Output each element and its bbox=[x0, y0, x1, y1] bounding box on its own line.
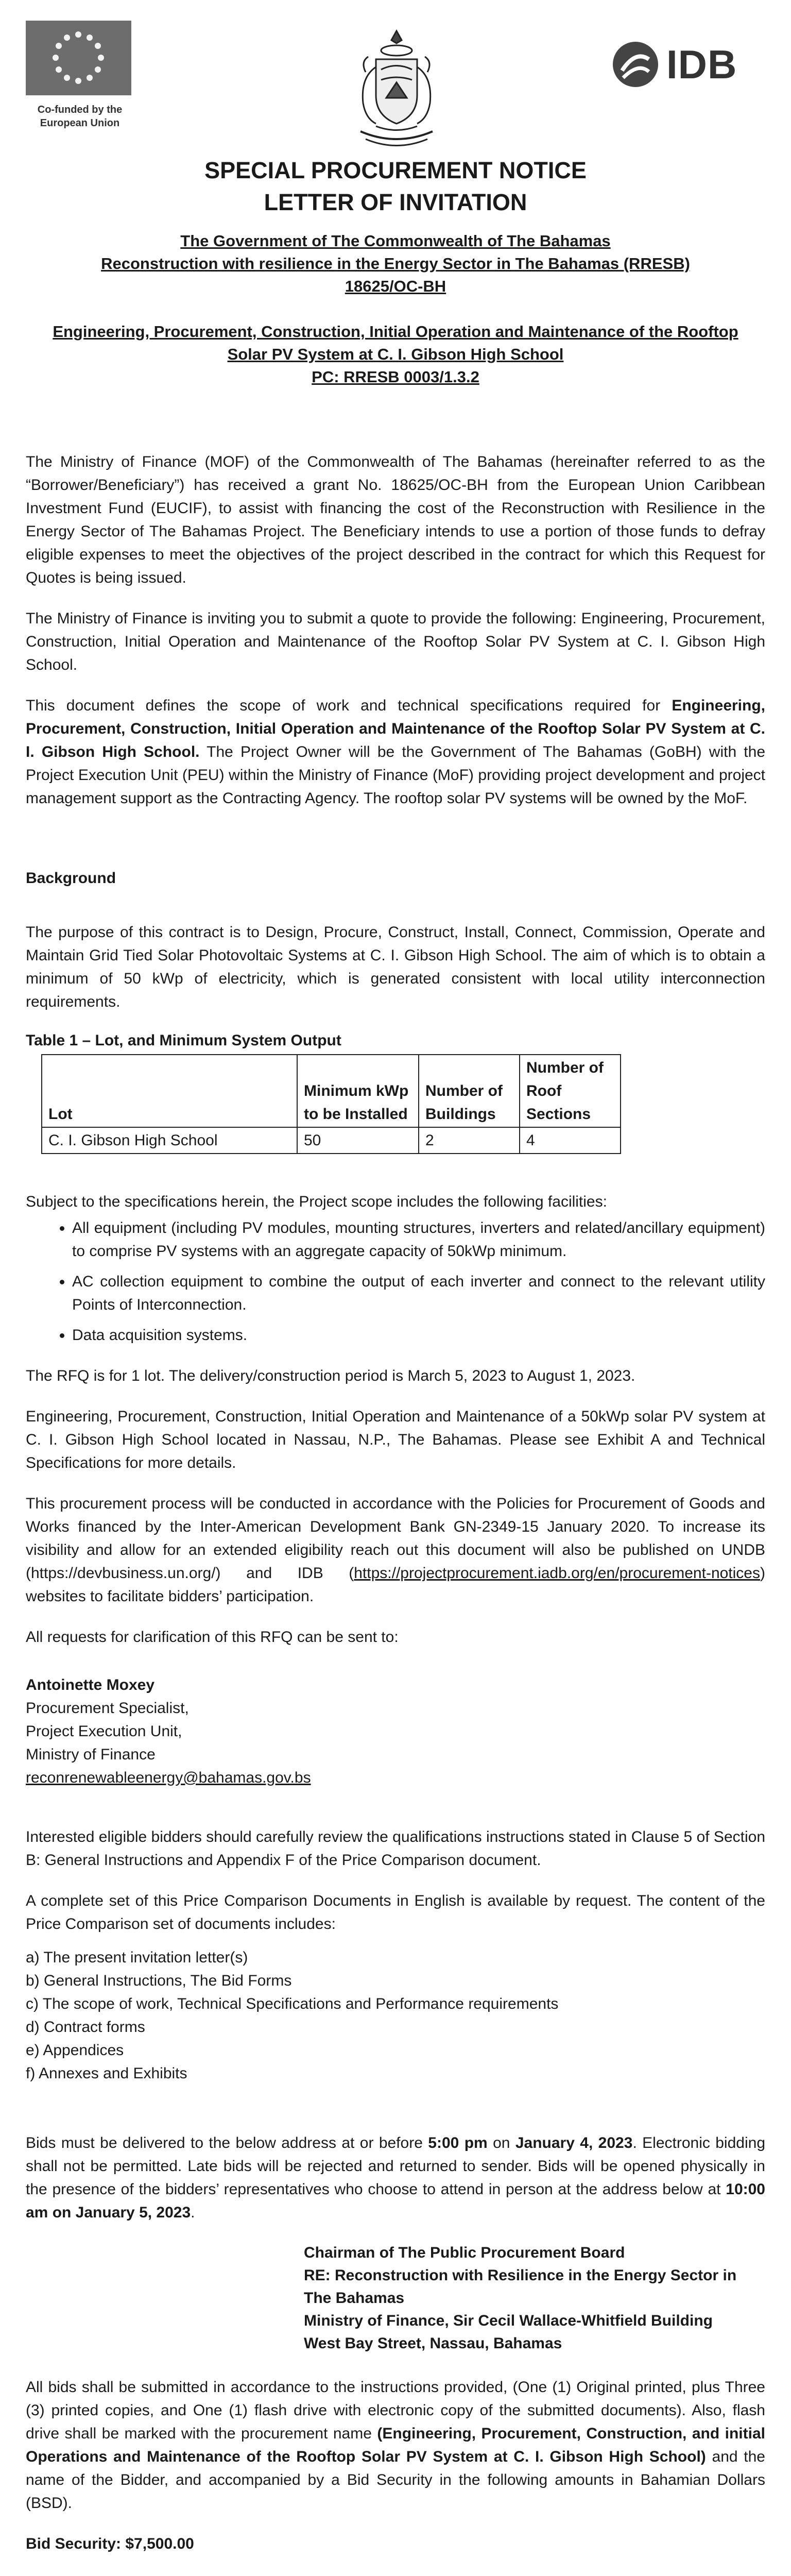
list-item: d) Contract forms bbox=[26, 2019, 145, 2036]
table-caption: Table 1 – Lot, and Minimum System Output bbox=[26, 1032, 341, 1049]
contact-role: Procurement Specialist, bbox=[26, 1700, 189, 1717]
contact-ministry: Ministry of Finance bbox=[26, 1746, 156, 1763]
project-line: Reconstruction with resilience in the Energy Sector in The Bahamas (RRESB) bbox=[101, 255, 690, 273]
background-paragraph: The purpose of this contract is to Design, Procure, Construct, Install, Connect, Commission, Operate and Maintain Grid Tied Solar Photovoltaic Systems at C. I. Gibson High School. The aim of which is to obtain a minimum of 50 kWp of electricity, which is generated consistent with local utility interconnection requirements. bbox=[26, 924, 765, 1010]
documents-paragraph: A complete set of this Price Comparison Documents in English is available by request. The content of the Price Comparison set of documents includes: bbox=[26, 1892, 765, 1933]
list-item: f) Annexes and Exhibits bbox=[26, 2065, 187, 2082]
grant-code: 18625/OC-BH bbox=[345, 277, 446, 295]
scope-list bbox=[26, 1216, 765, 1347]
notice-title: SPECIAL PROCUREMENT NOTICE bbox=[204, 157, 587, 183]
rfq-paragraph: The RFQ is for 1 lot. The delivery/construction period is March 5, 2023 to August 1, 2023. bbox=[26, 1367, 635, 1384]
list-item: • AC collection equipment to combine the output of each inverter and connect to the relevant utility Points of Interconnection. bbox=[72, 1270, 765, 1316]
scope-title-1: Engineering, Procurement, Construction, Initial Operation and Maintenance of the Rooftop bbox=[53, 323, 738, 341]
eligibility-paragraph: Interested eligible bidders should carefully review the qualifications instructions stated in Clause 5 of Section B: General Instructions and Appendix F of the Price Comparison document. bbox=[26, 1828, 765, 1869]
col-min-kwp: Minimum kWp to be Installed bbox=[297, 1055, 419, 1127]
list-item: a) The present invitation letter(s) bbox=[26, 1949, 248, 1966]
list-item: e) Appendices bbox=[26, 2042, 124, 2059]
scope-intro: Subject to the specifications herein, the Project scope includes the following facilities: bbox=[26, 1193, 607, 1210]
col-lot: Lot bbox=[42, 1055, 297, 1127]
intro-paragraph-1: The Ministry of Finance (MOF) of the Commonwealth of The Bahamas (hereinafter referred to as the “Borrower/Beneficiary”) has received a grant No. 18625/OC-BH from the European Union Caribbean Investment Fund (EUCIF), to assist with financing the cost of the Reconstruction with Resilience in the Energy Sector of The Bahamas Project. The Beneficiary intends to use a portion of those funds to defray eligible expenses to meet the objectives of the project described in the contract for which this Request for Quotes is being issued. bbox=[26, 453, 765, 586]
delivery-address: Chairman of The Public Procurement Board RE: Reconstruction with Resilience in the Energy Sector in The Bahamas Ministry of Finance, Sir Cecil Wallace-Whitfield Building West Bay Street, Nassau, Bahamas bbox=[304, 2244, 737, 2352]
list-item: • Data acquisition systems. bbox=[72, 1324, 765, 1347]
col-roof-sections: Number of Roof Sections bbox=[520, 1055, 621, 1127]
table-cell: 50 bbox=[297, 1127, 419, 1154]
contact-block bbox=[26, 1673, 765, 1789]
table-cell: 2 bbox=[419, 1127, 520, 1154]
bahamas-coat-of-arms-icon bbox=[345, 21, 448, 160]
idb-logo bbox=[611, 36, 765, 93]
scope-title-2: Solar PV System at C. I. Gibson High School bbox=[227, 345, 564, 363]
table-cell: C. I. Gibson High School bbox=[42, 1127, 297, 1154]
bids-paragraph: Bids must be delivered to the below address at or before 5:00 pm on January 4, 2023. Electronic bidding shall not be permitted. Late bids will be rejected and returned to sender. Bids will be opened physically in the presence of the bidders’ representatives who choose to attend in person at the address below at 10:00 am on January 5, 2023. bbox=[26, 2134, 766, 2221]
contact-name: Antoinette Moxey bbox=[26, 1676, 155, 1693]
col-buildings: Number of Buildings bbox=[419, 1055, 520, 1127]
table-header-row bbox=[42, 1055, 621, 1127]
list-item: • All equipment (including PV modules, mounting structures, inverters and related/ancillary equipment) to comprise PV systems with an aggregate capacity of 50kWp minimum. bbox=[72, 1216, 765, 1263]
list-item: b) General Instructions, The Bid Forms bbox=[26, 1972, 292, 1989]
epc-paragraph: Engineering, Procurement, Construction, Initial Operation and Maintenance of a 50kWp solar PV system at C. I. Gibson High School located in Nassau, N.P., The Bahamas. Please see Exhibit A and Technical Specifications for more details. bbox=[26, 1408, 765, 1471]
eu-flag-logo bbox=[26, 21, 131, 95]
intro-paragraph-3: This document defines the scope of work and technical specifications required for Engineering, Procurement, Construction, Initial Operation and Maintenance of the Rooftop Solar PV System at C. I. Gibson High School. The Project Owner will be the Government of The Bahamas (GoBH) with the Project Execution Unit (PEU) within the Ministry of Finance (MoF) providing project development and project management support as the Contracting Agency. The rooftop solar PV systems will be owned by the MoF. bbox=[26, 697, 765, 807]
invitation-title: LETTER OF INVITATION bbox=[264, 189, 527, 215]
government-line: The Government of The Commonwealth of The Bahamas bbox=[180, 232, 611, 250]
documents-list bbox=[26, 1946, 765, 2085]
pc-code: PC: RRESB 0003/1.3.2 bbox=[312, 368, 479, 386]
list-item: c) The scope of work, Technical Specifications and Performance requirements bbox=[26, 1995, 559, 2012]
background-heading: Background bbox=[26, 870, 116, 887]
lot-table bbox=[41, 1054, 621, 1154]
idb-logo-text: IDB bbox=[666, 41, 737, 87]
intro-paragraph-2: The Ministry of Finance is inviting you to submit a quote to provide the following: Engineering, Procurement, Construction, Initial Operation and Maintenance of the Rooftop Solar PV System at C. I. Gibson High School. bbox=[26, 610, 765, 673]
idb-emblem-icon bbox=[611, 40, 660, 89]
letter-body bbox=[26, 155, 765, 2576]
table-cell: 4 bbox=[520, 1127, 621, 1154]
contact-email-link[interactable]: reconrenewableenergy@bahamas.gov.bs bbox=[26, 1769, 311, 1786]
contact-unit: Project Execution Unit, bbox=[26, 1723, 182, 1740]
requests-paragraph: All requests for clarification of this RFQ can be sent to: bbox=[26, 1629, 399, 1646]
table-row bbox=[42, 1127, 621, 1154]
submission-paragraph: All bids shall be submitted in accordance to the instructions provided, (One (1) Original printed, plus Three (3) printed copies, and One (1) flash drive with electronic copy of the submitted documents). Also, flash drive shall be marked with the procurement name (Engineering, Procurement, Construction, and initial Operations and Maintenance of the Rooftop Solar PV System at C. I. Gibson High School) and the name of the Bidder, and accompanied by a Bid Security in the following amounts in Bahamian Dollars (BSD). bbox=[26, 2379, 765, 2512]
idb-procurement-link[interactable]: https://projectprocurement.iadb.org/en/procurement-notices bbox=[354, 1565, 760, 1582]
policy-paragraph: This procurement process will be conducted in accordance with the Policies for Procurement of Goods and Works financed by the Inter-American Development Bank GN-2349-15 January 2020. To increase its visibility and allow for an extended eligibility reach out this document will also be published on UNDB (https://devbusiness.un.org/) and IDB (https://projectprocurement.iadb.org/en/procurement-notices) websites to facilitate bidders’ participation. bbox=[26, 1495, 765, 1605]
award-paragraph bbox=[26, 2573, 765, 2576]
bid-security: Bid Security: $7,500.00 bbox=[26, 2535, 194, 2552]
eu-stars-icon bbox=[26, 21, 131, 95]
eu-caption: Co-funded by the European Union bbox=[37, 104, 123, 129]
